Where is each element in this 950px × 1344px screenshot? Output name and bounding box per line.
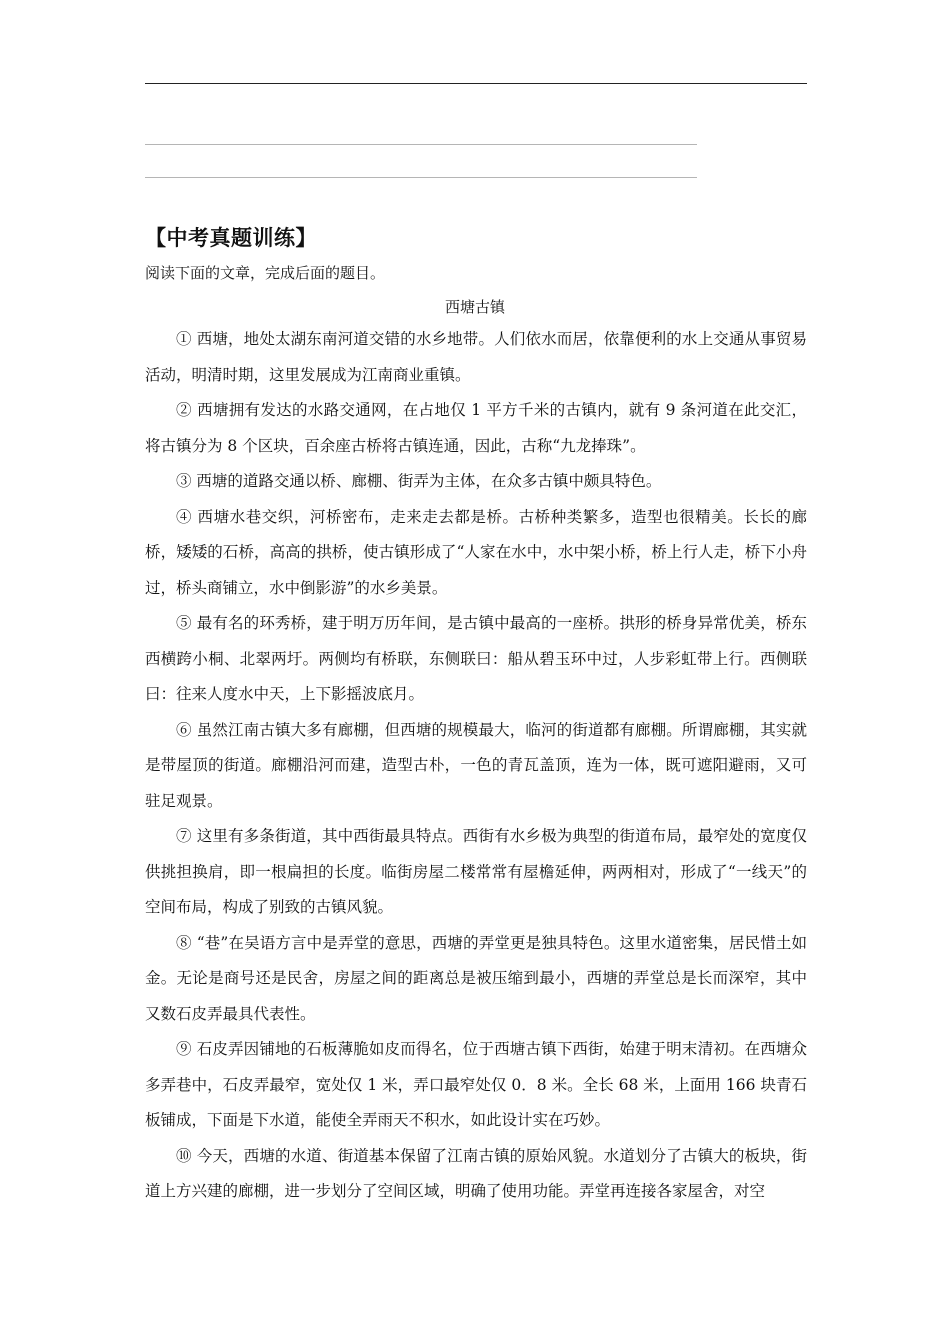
- paragraph-10: ⑩ 今天，西塘的水道、街道基本保留了江南古镇的原始风貌。水道划分了古镇大的板块，街道上方兴建的廊棚，进一步划分了空间区域，明确了使用功能。弄堂再连接各家屋舍，对空: [145, 1146, 807, 1200]
- top-rule: [145, 83, 807, 84]
- paragraph-3: ③ 西塘的道路交通以桥、廊棚、街弄为主体，在众多古镇中颇具特色。: [176, 472, 662, 490]
- reading-instruction: 阅读下面的文章，完成后面的题目。: [145, 264, 386, 282]
- paragraph-9: ⑨ 石皮弄因铺地的石板薄脆如皮而得名，位于西塘古镇下西街，始建于明末清初。在西塘众多弄巷中，石皮弄最窄，宽处仅 1 米，弄口最窄处仅 0．8 米。全长 68 米，上面用 166 块青石板铺成，下面是下水道，能使全弄雨天不积水，如此设计实在巧妙。: [145, 1040, 807, 1129]
- paragraph-5: ⑤ 最有名的环秀桥，建于明万历年间，是古镇中最高的一座桥。拱形的桥身异常优美，桥东西横跨小桐、北翠两圩。两侧均有桥联，东侧联曰：船从碧玉环中过，人步彩虹带上行。西侧联曰：往来人度水中天，上下影摇波底月。: [145, 614, 807, 703]
- answer-line: [145, 177, 697, 178]
- article-title: 西塘古镇: [444, 298, 505, 316]
- paragraph-1: ① 西塘，地处太湖东南河道交错的水乡地带。人们依水而居，依靠便利的水上交通从事贸易活动，明清时期，这里发展成为江南商业重镇。: [145, 330, 807, 384]
- article-body: [145, 322, 807, 1210]
- paragraph-4: ④ 西塘水巷交织，河桥密布，走来走去都是桥。古桥种类繁多，造型也很精美。长长的廊桥，矮矮的石桥，高高的拱桥，使古镇形成了“人家在水中，水中架小桥，桥上行人走，桥下小舟过，桥头商铺立，水中倒影游”的水乡美景。: [145, 507, 807, 597]
- section-heading: 【中考真题训练】: [145, 226, 317, 250]
- paragraph-2: ② 西塘拥有发达的水路交通网，在占地仅 1 平方千米的古镇内，就有 9 条河道在此交汇，将古镇分为 8 个区块，百余座古桥将古镇连通，因此，古称“九龙捧珠”。: [145, 401, 807, 455]
- paragraph-8: ⑧ “巷”在吴语方言中是弄堂的意思，西塘的弄堂更是独具特色。这里水道密集，居民惜土如金。无论是商号还是民舍，房屋之间的距离总是被压缩到最小，西塘的弄堂总是长而深窄，其中又数石皮弄最具代表性。: [145, 933, 807, 1023]
- answer-line: [145, 144, 697, 145]
- paragraph-6: ⑥ 虽然江南古镇大多有廊棚，但西塘的规模最大，临河的街道都有廊棚。所谓廊棚，其实就是带屋顶的街道。廊棚沿河而建，造型古朴，一色的青瓦盖顶，连为一体，既可遮阳避雨，又可驻足观景。: [145, 720, 807, 810]
- paragraph-7: ⑦ 这里有多条街道，其中西街最具特点。西街有水乡极为典型的街道布局，最窄处的宽度仅供挑担换肩，即一根扁担的长度。临街房屋二楼常常有屋檐延伸，两两相对，形成了“一线天”的空间布局，构成了别致的古镇风貌。: [145, 827, 807, 916]
